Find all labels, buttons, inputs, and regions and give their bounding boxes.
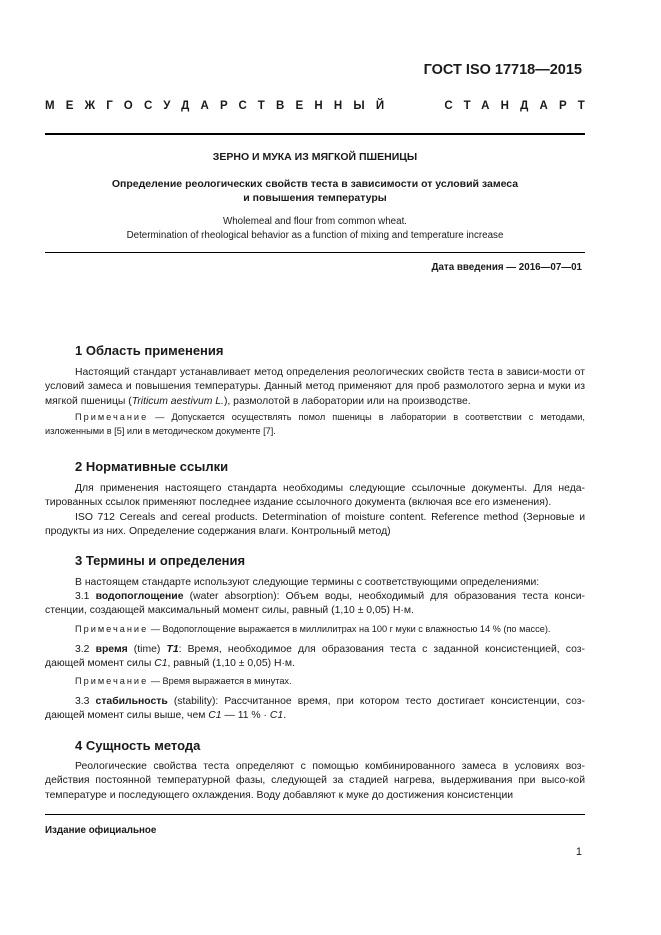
term-name: время [95, 644, 128, 655]
term-3-2-note [45, 675, 585, 689]
note-label: Примечание [75, 676, 149, 686]
section-4-heading: 4 Сущность метода [75, 738, 201, 753]
term-definition: : Время, необходимое для образования теста с заданной консистенцией, соз-дающей момент силы [45, 644, 586, 670]
note-text: — Допускается осуществлять помол пшеницы в лаборатории в соответствии с методами, изложенными в [5] или в методическом документе [7]. [45, 412, 585, 436]
english-title [45, 215, 585, 242]
subtitle-line-2: и повышения температуры [243, 192, 387, 204]
term-definition-end: . [283, 710, 287, 722]
note-label: Примечание [75, 412, 149, 422]
symbol-c1: C1 [154, 658, 168, 670]
term-3-1 [45, 590, 585, 619]
section-1-note [45, 411, 585, 438]
section-3-heading: 3 Термины и определения [75, 553, 246, 568]
term-3-2 [45, 643, 585, 672]
term-3-1-note [45, 623, 585, 637]
section-2-paragraph-1 [45, 482, 585, 511]
banner-left: МЕЖГОСУДАРСТВЕННЫЙ [45, 100, 396, 112]
page-number: 1 [575, 846, 582, 858]
standard-type-banner [45, 100, 596, 112]
note-text: — Время выражается в минутах. [148, 676, 292, 686]
term-number: 3.2 [75, 644, 96, 655]
document-title: ЗЕРНО И МУКА ИЗ МЯГКОЙ ПШЕНИЦЫ [212, 151, 418, 163]
title-rule [45, 252, 585, 253]
term-definition-end: , равный (1,10 ± 0,05) Н·м. [167, 658, 295, 670]
s1-latin-name: Triticum aestivum L. [131, 395, 224, 407]
note-text: — Водопоглощение выражается в миллилитрах на 100 г муки с влажностью 14 % (по массе). [148, 624, 551, 634]
section-3-paragraph [45, 576, 585, 590]
section-2-heading: 2 Нормативные ссылки [75, 459, 229, 474]
term-definition: (water absorption): Объем воды, необходимый для образования теста конси-стенции, создающей максимальный момент силы, равный (1,10 ± 0,05) Н·м. [45, 591, 585, 617]
term-name: водопоглощение [95, 591, 184, 602]
term-3-3 [45, 695, 585, 724]
s2-text-1: Для применения настоящего стандарта необходимы следующие ссылочные документы. Для неда-тированных ссылок применяют последнее издание ссылочного документа (включая все его изменения). [45, 483, 585, 509]
s3-text-1: В настоящем стандарте используют следующие термины с соответствующими определениями: [75, 577, 540, 588]
edition-label: Издание официальное [45, 825, 157, 836]
english-title-line-1: Wholemeal and flour from common wheat. [222, 216, 408, 227]
term-english: (time) [127, 644, 167, 655]
section-4-paragraph [45, 760, 585, 803]
subtitle-line-1: Определение реологических свойств теста в зависимости от условий замеса [111, 178, 519, 190]
section-1-paragraph [45, 366, 585, 409]
header-rule [45, 133, 585, 135]
document-subtitle [45, 177, 585, 205]
banner-right: СТАНДАРТ [444, 100, 596, 112]
section-2-paragraph-2 [45, 511, 585, 540]
english-title-line-2: Determination of rheological behavior as a function of mixing and temperature increase [126, 229, 504, 241]
term-definition: (stability): Рассчитанное время, при котором тесто достигает консистенции, соз-дающей момент силы выше, чем [45, 696, 585, 722]
footer-rule [45, 814, 585, 815]
s4-text-1: Реологические свойства теста определяют с помощью комбинированного замеса в условиях воз-действия постоянной температурной фазы, следующей за стадией нагрева, выдерживания при высо-кой температуре и последующего охлаждения. Воду добавляют к муке до достижения консистенции [45, 761, 585, 801]
s2-text-2: ISO 712 Cereals and cereal products. Determination of moisture content. Reference method (Зерновые и продукты из них. Определение содержания влаги. Контрольный метод) [45, 512, 585, 538]
standard-number: ГОСТ ISO 17718—2015 [423, 62, 582, 78]
symbol-c1: C1 [208, 710, 222, 722]
s1-text-a: Настоящий стандарт устанавливает метод определения реологических свойств теста в зависи-мости от условий замеса и повышения температуры. Данный метод применяют для проб размолотого зерна и муки из мягкой пшеницы ( [45, 367, 585, 407]
term-symbol: T1 [166, 644, 179, 655]
term-definition-mid: — 11 % · [221, 710, 270, 722]
introduction-date: Дата введения — 2016—07—01 [431, 262, 582, 273]
s1-text-b: ), размолотой в лаборатории или на производстве. [223, 395, 471, 407]
symbol-c1: C1 [269, 710, 284, 722]
note-label: Примечание [75, 624, 149, 634]
term-number: 3.1 [75, 591, 96, 602]
term-number: 3.3 [75, 696, 96, 707]
section-1-heading: 1 Область применения [75, 343, 224, 358]
term-name: стабильность [95, 696, 168, 707]
